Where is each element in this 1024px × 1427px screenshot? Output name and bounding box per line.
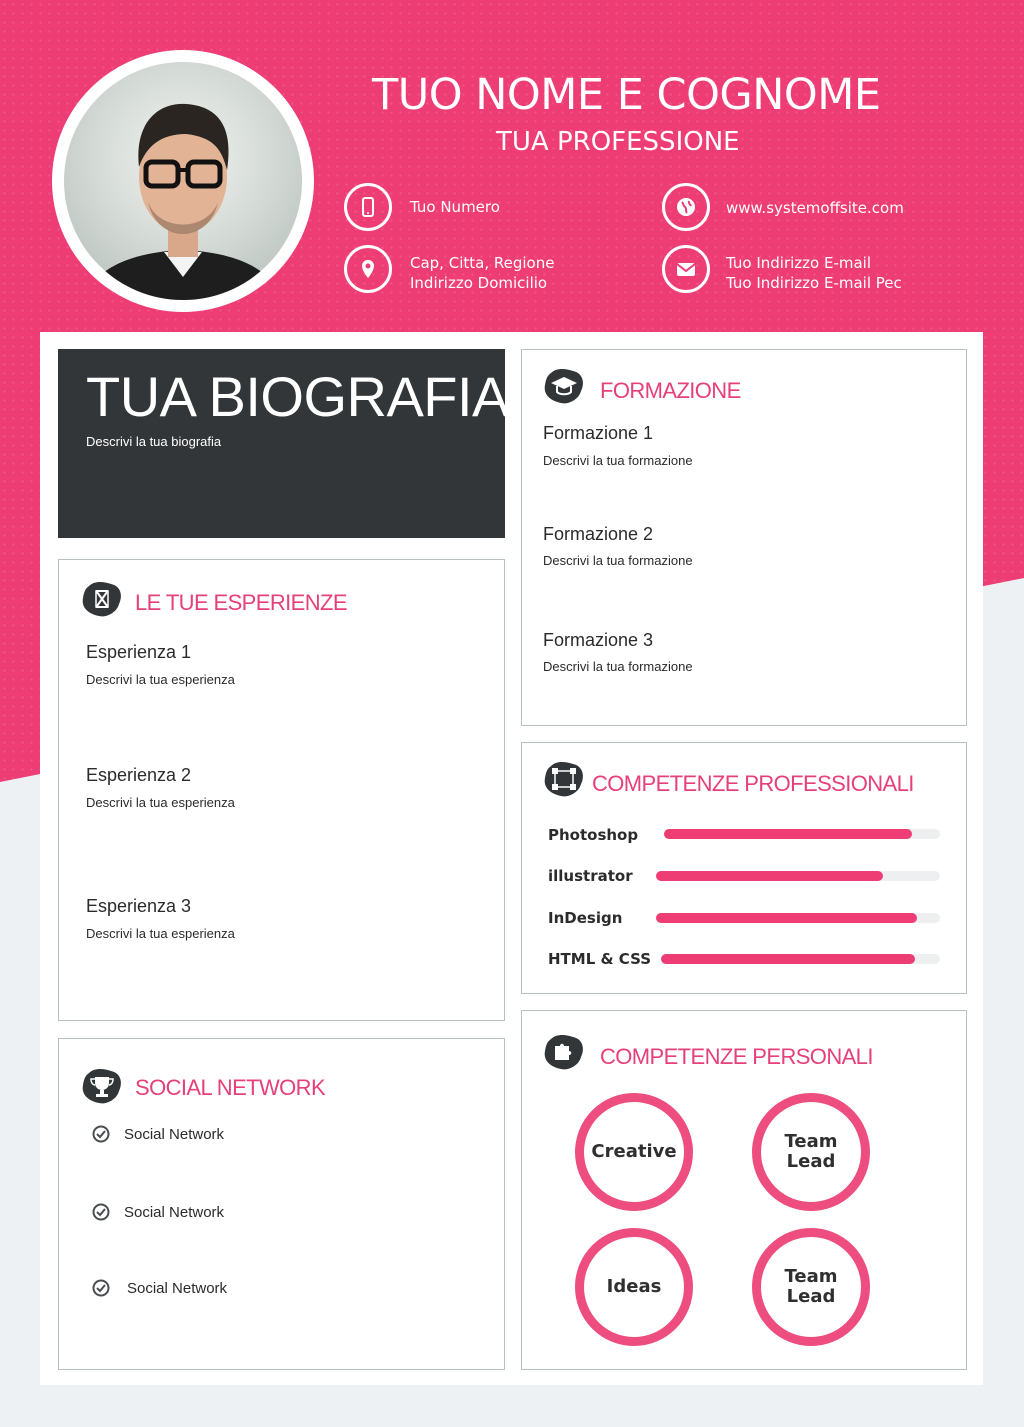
experience-item-description: Descrivi la tua esperienza: [86, 926, 235, 941]
trophy-icon: [81, 1067, 123, 1105]
education-item-title: Formazione 1: [543, 423, 654, 443]
social-item-label: Social Network: [124, 1203, 225, 1221]
skill-label: HTML & CSS: [548, 950, 652, 968]
education-item-description: Descrivi la tua formazione: [543, 659, 693, 674]
email-line-1[interactable]: Tuo Indirizzo E-mail: [726, 254, 872, 272]
address-text: [410, 253, 554, 293]
skill-bar-fill: [656, 871, 883, 881]
globe-icon: [662, 183, 710, 231]
skill-label: illustrator: [548, 867, 633, 885]
experience-item-title: Esperienza 3: [86, 896, 192, 916]
phone-icon: [344, 183, 392, 231]
education-item-description: Descrivi la tua formazione: [543, 553, 693, 568]
profile-photo-frame: [52, 50, 314, 312]
experience-card: [58, 559, 505, 1021]
skill-bar: [656, 871, 940, 881]
biography-description: Descrivi la tua biografia: [86, 434, 222, 449]
experience-item-title: Esperienza 1: [86, 642, 192, 662]
skill-label: Photoshop: [548, 826, 639, 844]
biography-title: TUA BIOGRAFIA: [86, 365, 509, 428]
skill-bar: [656, 913, 940, 923]
check-circle-icon: [92, 1279, 110, 1297]
experience-item-description: Descrivi la tua esperienza: [86, 795, 235, 810]
envelope-icon: [662, 245, 710, 293]
graduation-cap-icon: [543, 367, 585, 405]
address-line-1: Cap, Citta, Regione: [410, 254, 555, 272]
puzzle-icon: [543, 1033, 585, 1071]
skill-bar-fill: [656, 913, 917, 923]
education-item-description: Descrivi la tua formazione: [543, 453, 693, 468]
biography-panel: [58, 349, 509, 538]
website-text[interactable]: www.systemoffsite.com: [726, 199, 904, 217]
social-title: SOCIAL NETWORK: [135, 1075, 326, 1100]
address-line-2: Indirizzo Domicilio: [410, 274, 548, 292]
skill-bar-fill: [664, 829, 912, 839]
skill-bar: [664, 829, 940, 839]
skill-bar-fill: [661, 954, 915, 964]
personal-skill-badge: [575, 1228, 693, 1346]
skill-label: InDesign: [548, 909, 623, 927]
personal-skill-badge: [575, 1093, 693, 1211]
personal-skill-label: Creative: [591, 1141, 677, 1162]
email-text[interactable]: [726, 253, 902, 293]
professional-skills-card: [521, 742, 967, 994]
social-item-label: Social Network: [124, 1125, 225, 1143]
experience-title: LE TUE ESPERIENZE: [135, 590, 347, 615]
personal-skill-badge: [752, 1228, 870, 1346]
full-name: TUO NOME E COGNOME: [372, 70, 881, 120]
profile-photo: [64, 62, 302, 300]
phone-text: Tuo Numero: [410, 198, 500, 216]
personal-skill-label: Ideas: [606, 1276, 662, 1297]
hourglass-icon: [81, 580, 123, 618]
social-item[interactable]: [92, 1203, 224, 1221]
education-card: [521, 349, 967, 726]
experience-item-description: Descrivi la tua esperienza: [86, 672, 235, 687]
email-line-2[interactable]: Tuo Indirizzo E-mail Pec: [726, 274, 902, 292]
vector-shape-icon: [543, 760, 585, 798]
social-item-label: Social Network: [127, 1279, 228, 1297]
social-item[interactable]: [92, 1125, 224, 1143]
check-circle-icon: [92, 1125, 110, 1143]
education-item-title: Formazione 2: [543, 524, 654, 544]
experience-item-title: Esperienza 2: [86, 765, 192, 785]
education-title: FORMAZIONE: [600, 378, 741, 403]
skill-bar: [661, 954, 940, 964]
social-card: [58, 1038, 505, 1370]
education-item-title: Formazione 3: [543, 630, 654, 650]
personal-skill-label: Team Lead: [784, 1266, 838, 1307]
profession: TUA PROFESSIONE: [496, 127, 740, 157]
personal-skills-card: [521, 1010, 967, 1370]
professional-skills-title: COMPETENZE PROFESSIONALI: [592, 771, 914, 796]
personal-skills-title: COMPETENZE PERSONALI: [600, 1044, 873, 1069]
personal-skill-badge: [752, 1093, 870, 1211]
check-circle-icon: [92, 1203, 110, 1221]
personal-skill-label: Team Lead: [784, 1131, 838, 1172]
location-pin-icon: [344, 245, 392, 293]
social-item[interactable]: [92, 1279, 227, 1297]
